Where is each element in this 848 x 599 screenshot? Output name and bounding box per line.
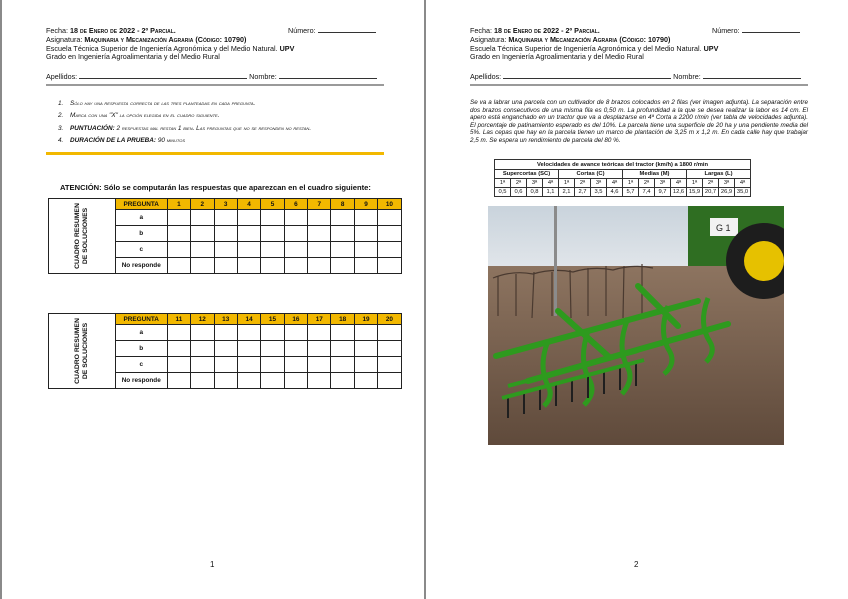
- question-number: 19: [354, 314, 377, 325]
- question-number: 11: [167, 314, 190, 325]
- speed-value: 0,6: [511, 188, 527, 197]
- escuela-upv: UPV: [703, 43, 719, 53]
- answer-cell[interactable]: [284, 357, 307, 373]
- question-number: 6: [284, 199, 307, 210]
- answer-cell[interactable]: [237, 341, 260, 357]
- answer-cell[interactable]: [284, 242, 307, 258]
- question-number: 8: [331, 199, 354, 210]
- fecha-label: Fecha:: [470, 26, 492, 35]
- answer-cell[interactable]: [191, 210, 214, 226]
- answer-table-1: [48, 198, 402, 274]
- answer-cell[interactable]: [261, 373, 284, 389]
- question-number: 9: [354, 199, 377, 210]
- speed-category: Largas (L): [687, 170, 751, 179]
- grado-text: Grado en Ingeniería Agroalimentaria y del Medio Rural: [470, 52, 644, 62]
- question-number: 4: [237, 199, 260, 210]
- speed-value: 9,7: [655, 188, 671, 197]
- speed-value: 15,9: [687, 188, 703, 197]
- speed-value: 35,0: [735, 188, 751, 197]
- speed-value: 12,6: [671, 188, 687, 197]
- instruction-item: 2. Marca con una "X" la opción elegida en el cuadro siguiente.: [58, 112, 220, 120]
- gear-label: 1ª: [623, 179, 639, 188]
- answer-cell[interactable]: [237, 357, 260, 373]
- answer-cell[interactable]: [354, 210, 377, 226]
- answer-cell[interactable]: [284, 210, 307, 226]
- apellidos-field[interactable]: [79, 73, 247, 79]
- question-number: 1: [167, 199, 190, 210]
- question-number: 17: [308, 314, 331, 325]
- answer-cell[interactable]: [354, 373, 377, 389]
- exam-page-2: [426, 0, 848, 599]
- answer-cell[interactable]: [214, 242, 237, 258]
- answer-cell[interactable]: [237, 242, 260, 258]
- speed-value: 3,5: [591, 188, 607, 197]
- answer-cell[interactable]: [378, 373, 401, 389]
- question-number: 5: [261, 199, 284, 210]
- nombre-field[interactable]: [279, 73, 377, 79]
- answer-cell[interactable]: [214, 258, 237, 274]
- gear-label: 2ª: [639, 179, 655, 188]
- answer-cell[interactable]: [308, 242, 331, 258]
- answer-cell[interactable]: [191, 258, 214, 274]
- answer-cell[interactable]: [331, 210, 354, 226]
- answer-cell[interactable]: [354, 242, 377, 258]
- table-side-title: CUADRO RESUMEN DE SOLUCIONES: [49, 314, 116, 389]
- answer-cell[interactable]: [167, 242, 190, 258]
- question-number: 7: [308, 199, 331, 210]
- answer-cell[interactable]: [354, 341, 377, 357]
- gear-label: 1ª: [559, 179, 575, 188]
- question-number: 20: [378, 314, 401, 325]
- question-number: 13: [214, 314, 237, 325]
- answer-cell[interactable]: [191, 325, 214, 341]
- gear-label: 2ª: [511, 179, 527, 188]
- gear-label: 4ª: [735, 179, 751, 188]
- problem-statement: Se va a labrar una parcela con un cultivador de 8 brazos colocados en 2 filas (ver imagen adjunta). La separación entre dos brazos consecutivos de una misma fila es 0,50 m. La profundidad a la que se desea realizar la labor es 14 cm. El apero está enganchado en un tractor que va a desplazarse en 4ª Corta a 2200 r/min (ver tabla de velocidades adjunta). El porcentaje de patinamiento esperado es del 10%. La parcela tiene una superficie de 20 ha y una pendiente media del 5%. Las cepas que hay en la parcela tienen un marco de plantación de 3,25 m x 1,2 m. En cada calle hay que trabajar 2,5 m. Se espera un rendimiento de parcela del 80 %.: [470, 99, 808, 144]
- answer-cell[interactable]: [167, 341, 190, 357]
- option-label: No responde: [115, 373, 167, 389]
- answer-cell[interactable]: [261, 210, 284, 226]
- answer-cell[interactable]: [261, 325, 284, 341]
- answer-cell[interactable]: [354, 357, 377, 373]
- atencion-text: ATENCIÓN: Sólo se computarán las respuestas que aparezcan en el cuadro siguiente:: [60, 183, 371, 192]
- asignatura-label: Asignatura:: [46, 34, 83, 44]
- answer-cell[interactable]: [214, 210, 237, 226]
- speed-category: Medias (M): [623, 170, 687, 179]
- answer-cell[interactable]: [261, 258, 284, 274]
- answer-cell[interactable]: [378, 258, 401, 274]
- answer-cell[interactable]: [331, 258, 354, 274]
- escuela-text: Escuela Técnica Superior de Ingeniería Agronómica y del Medio Natural.: [46, 43, 278, 53]
- answer-cell[interactable]: [191, 226, 214, 242]
- answer-cell[interactable]: [237, 226, 260, 242]
- asignatura-label: Asignatura:: [470, 34, 507, 44]
- speed-value: 26,9: [719, 188, 735, 197]
- answer-cell[interactable]: [308, 357, 331, 373]
- answer-cell[interactable]: [167, 226, 190, 242]
- gear-label: 1ª: [687, 179, 703, 188]
- option-label: b: [115, 226, 167, 242]
- answer-cell[interactable]: [331, 325, 354, 341]
- answer-cell[interactable]: [261, 226, 284, 242]
- speed-value: 7,4: [639, 188, 655, 197]
- question-number: 18: [331, 314, 354, 325]
- answer-cell[interactable]: [378, 242, 401, 258]
- speed-value: 5,7: [623, 188, 639, 197]
- speed-category: Supercortas (SC): [495, 170, 559, 179]
- table-side-title: CUADRO RESUMEN DE SOLUCIONES: [49, 199, 116, 274]
- exam-header: [470, 27, 810, 62]
- answer-cell[interactable]: [167, 210, 190, 226]
- cultivator-image: [488, 206, 784, 445]
- apellidos-label: Apellidos:: [470, 72, 502, 81]
- gear-label: 3ª: [591, 179, 607, 188]
- option-label: b: [115, 341, 167, 357]
- instructions-list: [58, 100, 378, 150]
- nombre-label: Nombre:: [673, 72, 701, 81]
- answer-cell[interactable]: [237, 210, 260, 226]
- answer-cell[interactable]: [237, 325, 260, 341]
- answer-cell[interactable]: [284, 226, 307, 242]
- answer-cell[interactable]: [191, 341, 214, 357]
- asignatura-value: Maquinaria y Mecanización Agraria (Código: 10790): [84, 34, 247, 44]
- asignatura-value: Maquinaria y Mecanización Agraria (Código: 10790): [508, 34, 671, 44]
- answer-cell[interactable]: [284, 325, 307, 341]
- answer-cell[interactable]: [308, 325, 331, 341]
- page-number: 2: [634, 560, 639, 569]
- answer-cell[interactable]: [191, 357, 214, 373]
- grado-text: Grado en Ingeniería Agroalimentaria y del Medio Rural: [46, 52, 220, 62]
- answer-cell[interactable]: [167, 373, 190, 389]
- answer-cell[interactable]: [214, 373, 237, 389]
- fecha-label: Fecha:: [46, 26, 68, 35]
- answer-cell[interactable]: [308, 341, 331, 357]
- speed-table-title: Velocidades de avance teóricas del tractor (km/h) a 1800 r/min: [495, 160, 751, 170]
- fecha-value: 18 de Enero de 2022 - 2º Parcial.: [69, 26, 176, 35]
- speed-value: 1,1: [543, 188, 559, 197]
- speed-value: 0,5: [495, 188, 511, 197]
- answer-cell[interactable]: [261, 242, 284, 258]
- answer-cell[interactable]: [378, 357, 401, 373]
- answer-cell[interactable]: [308, 210, 331, 226]
- option-label: No responde: [115, 258, 167, 274]
- answer-cell[interactable]: [284, 341, 307, 357]
- fecha-value: 18 de Enero de 2022 - 2º Parcial.: [493, 26, 600, 35]
- numero-label: Número:: [712, 26, 740, 35]
- speed-table: [494, 159, 751, 197]
- answer-cell[interactable]: [378, 341, 401, 357]
- answer-cell[interactable]: [331, 341, 354, 357]
- answer-cell[interactable]: [378, 226, 401, 242]
- page-number: 1: [210, 560, 215, 569]
- apellidos-label: Apellidos:: [46, 72, 78, 81]
- question-number: 14: [237, 314, 260, 325]
- question-number: 12: [191, 314, 214, 325]
- answer-cell[interactable]: [237, 258, 260, 274]
- question-number: 16: [284, 314, 307, 325]
- speed-value: 0,8: [527, 188, 543, 197]
- student-name-line: [470, 72, 808, 81]
- nombre-label: Nombre:: [249, 72, 277, 81]
- header-rule: [470, 84, 808, 86]
- escuela-text: Escuela Técnica Superior de Ingeniería Agronómica y del Medio Natural.: [470, 43, 702, 53]
- speed-value: 4,6: [607, 188, 623, 197]
- escuela-upv: UPV: [279, 43, 295, 53]
- answer-cell[interactable]: [331, 373, 354, 389]
- question-number: 2: [191, 199, 214, 210]
- option-label: c: [115, 357, 167, 373]
- pregunta-header: PREGUNTA: [115, 314, 167, 325]
- nombre-field[interactable]: [703, 73, 801, 79]
- instruction-item: 1. Sólo hay una respuesta correcta de las tres planteadas en cada pregunta.: [58, 100, 256, 107]
- numero-field[interactable]: [318, 27, 376, 33]
- answer-cell[interactable]: [191, 242, 214, 258]
- plate-text: G 1: [716, 223, 731, 233]
- answer-cell[interactable]: [308, 226, 331, 242]
- answer-cell[interactable]: [284, 373, 307, 389]
- gear-label: 2ª: [575, 179, 591, 188]
- question-number: 3: [214, 199, 237, 210]
- gear-label: 4ª: [671, 179, 687, 188]
- answer-cell[interactable]: [308, 373, 331, 389]
- answer-cell[interactable]: [214, 226, 237, 242]
- exam-page-1: [2, 0, 424, 599]
- question-number: 10: [378, 199, 401, 210]
- answer-cell[interactable]: [214, 357, 237, 373]
- exam-header: [46, 27, 386, 62]
- student-name-line: [46, 72, 384, 81]
- answer-cell[interactable]: [354, 226, 377, 242]
- option-label: a: [115, 210, 167, 226]
- option-label: a: [115, 325, 167, 341]
- speed-category: Cortas (C): [559, 170, 623, 179]
- answer-cell[interactable]: [261, 341, 284, 357]
- cultivator-photo: [488, 206, 784, 445]
- gear-label: 2ª: [703, 179, 719, 188]
- option-label: c: [115, 242, 167, 258]
- gear-label: 3ª: [719, 179, 735, 188]
- numero-field[interactable]: [742, 27, 800, 33]
- answer-cell[interactable]: [378, 210, 401, 226]
- answer-cell[interactable]: [237, 373, 260, 389]
- answer-cell[interactable]: [214, 341, 237, 357]
- answer-cell[interactable]: [331, 226, 354, 242]
- answer-cell[interactable]: [308, 258, 331, 274]
- answer-cell[interactable]: [378, 325, 401, 341]
- instruction-item: 3. PUNTUACIÓN: 2 respuestas mal restan 1 bien. Las preguntas que no se responden no restan.: [58, 124, 312, 132]
- speed-value: 2,7: [575, 188, 591, 197]
- answer-cell[interactable]: [214, 325, 237, 341]
- gear-label: 4ª: [543, 179, 559, 188]
- answer-cell[interactable]: [354, 258, 377, 274]
- speed-value: 2,1: [559, 188, 575, 197]
- answer-cell[interactable]: [191, 373, 214, 389]
- pregunta-header: PREGUNTA: [115, 199, 167, 210]
- answer-table-2: [48, 313, 402, 389]
- gear-label: 1ª: [495, 179, 511, 188]
- numero-label: Número:: [288, 26, 316, 35]
- answer-cell[interactable]: [261, 357, 284, 373]
- speed-value: 20,7: [703, 188, 719, 197]
- answer-cell[interactable]: [331, 357, 354, 373]
- gear-label: 3ª: [655, 179, 671, 188]
- answer-cell[interactable]: [354, 325, 377, 341]
- answer-cell[interactable]: [167, 325, 190, 341]
- gear-label: 4ª: [607, 179, 623, 188]
- answer-cell[interactable]: [167, 357, 190, 373]
- instruction-item: 4. DURACIÓN DE LA PRUEBA: 90 minutos: [58, 137, 186, 145]
- accent-rule: [46, 152, 384, 155]
- header-rule: [46, 84, 384, 86]
- answer-cell[interactable]: [284, 258, 307, 274]
- apellidos-field[interactable]: [503, 73, 671, 79]
- answer-cell[interactable]: [167, 258, 190, 274]
- gear-label: 3ª: [527, 179, 543, 188]
- question-number: 15: [261, 314, 284, 325]
- answer-cell[interactable]: [331, 242, 354, 258]
